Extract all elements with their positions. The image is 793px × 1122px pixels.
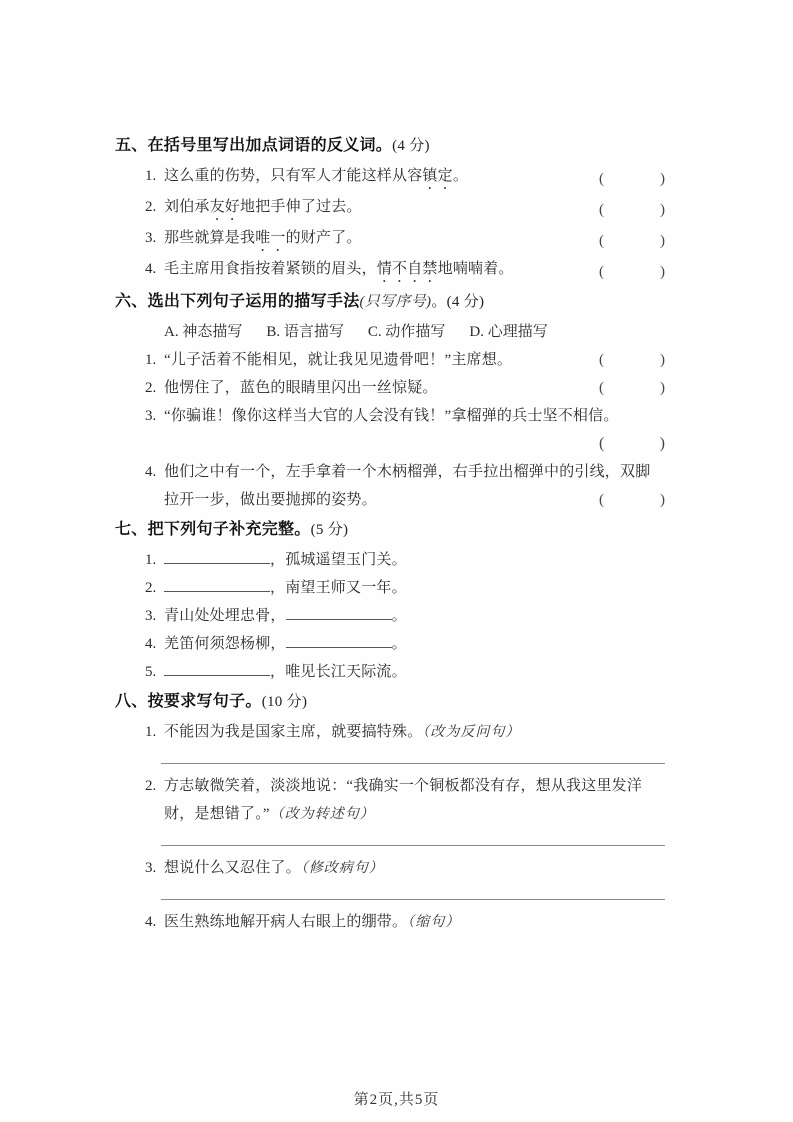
section-score: (5 分)	[310, 522, 349, 538]
answer-line	[161, 845, 665, 846]
question-text-post: ，孤城遥望玉门关。	[270, 552, 407, 568]
answer-parens	[599, 196, 665, 224]
question-text	[164, 608, 407, 624]
question-sentence: 医生熟练地解开病人右眼上的绷带。	[164, 914, 408, 930]
question-text	[164, 168, 468, 184]
question-item	[145, 602, 665, 630]
answer-parens	[599, 430, 665, 458]
choice-option: A. 神态描写	[164, 324, 243, 340]
question-number: 1.	[145, 168, 157, 184]
question-items	[145, 718, 665, 937]
answer-blank	[286, 605, 392, 620]
question-text-post: 的财产了。	[285, 230, 362, 246]
answer-blank	[164, 661, 270, 676]
question-text-pre: 这么重的伤势，只有军人才能这样从容	[164, 168, 423, 184]
question-text: “你骗谁！像你这样当大官的人会没有钱！”拿榴弹的兵士坚不相信。	[164, 408, 619, 424]
question-sentence: 不能因为我是国家主席，就要搞特殊。	[164, 724, 423, 740]
question-text-pre: 青山处处埋忠骨，	[164, 608, 286, 624]
answer-blank	[286, 633, 392, 648]
question-items	[145, 346, 665, 514]
question-text	[164, 199, 362, 215]
choice-options-row	[164, 318, 665, 346]
question-item	[145, 574, 665, 602]
question-text-pre: 毛主席用食指按着紧锁的眉头，	[164, 261, 377, 277]
section-title-text: 八、按要求写句子。	[115, 693, 262, 710]
answer-blank	[164, 577, 270, 592]
question-item	[145, 772, 665, 846]
question-text-post: 。	[391, 608, 407, 624]
section-title-text: 七、把下列句子补充完整。	[115, 521, 311, 538]
answer-line	[161, 899, 665, 900]
answer-blank	[164, 549, 270, 564]
question-text: “儿子活着不能相见，就让我见见遗骨吧！”主席想。	[164, 352, 513, 368]
paren-close: )	[660, 202, 665, 218]
answer-line	[161, 763, 665, 764]
answer-parens	[599, 227, 665, 255]
question-text	[164, 724, 520, 740]
page-footer: 第2页,共5页	[353, 1092, 440, 1108]
question-section	[115, 135, 665, 286]
question-number: 4.	[145, 914, 157, 930]
question-text-pre: 那些就算是我	[164, 230, 256, 246]
rewrite-note: （改为反问句）	[422, 725, 521, 740]
question-text	[164, 636, 407, 652]
paren-open: (	[599, 233, 604, 249]
question-text-post: 。	[391, 636, 407, 652]
section-title-text: 六、选出下列句子运用的描写手法	[115, 293, 360, 310]
question-text-post: 。	[452, 168, 469, 184]
sections	[115, 135, 665, 942]
paren-open: (	[599, 492, 604, 508]
question-item	[145, 346, 665, 374]
question-text	[164, 914, 460, 930]
emphasized-word: 友好	[209, 199, 241, 215]
question-number: 5.	[145, 664, 157, 680]
section-score: 。(4 分)	[431, 294, 485, 310]
question-number: 4.	[145, 261, 157, 277]
question-text	[164, 778, 642, 822]
question-text	[164, 230, 362, 246]
emphasized-word: 情不自禁	[376, 261, 438, 277]
question-item	[145, 546, 665, 574]
question-text-post: 地把手伸了过去。	[240, 199, 362, 215]
section-title	[115, 135, 665, 157]
rewrite-note: （改为转述句）	[269, 807, 375, 822]
section-title-text: 五、在括号里写出加点词语的反义词。	[115, 137, 393, 154]
emphasized-word: 镇定	[422, 168, 453, 184]
question-number: 2.	[145, 580, 157, 596]
question-item	[145, 458, 665, 514]
paren-close: )	[660, 233, 665, 249]
question-text: 他愣住了，蓝色的眼睛里闪出一丝惊疑。	[164, 380, 438, 396]
paren-close: )	[660, 171, 665, 187]
question-number: 2.	[145, 380, 157, 396]
question-number: 4.	[145, 464, 157, 480]
section-score: (10 分)	[261, 694, 308, 710]
question-number: 1.	[145, 724, 157, 740]
question-items	[145, 162, 665, 286]
section-title-note: (只写序号)	[359, 294, 432, 310]
question-text	[164, 552, 407, 568]
question-section	[115, 291, 665, 514]
question-item	[145, 630, 665, 658]
answer-parens-row	[145, 430, 665, 458]
paren-open: (	[599, 435, 605, 452]
question-text: 他们之中有一个，左手拿着一个木柄榴弹，右手拉出榴弹中的引线，双脚拉开一步，做出要抛掷的姿势。	[164, 464, 651, 508]
question-items	[145, 546, 665, 686]
question-number: 1.	[145, 352, 157, 368]
paren-open: (	[599, 352, 604, 368]
question-number: 3.	[145, 408, 157, 424]
question-item	[145, 255, 665, 286]
question-sentence: 想说什么又忍住了。	[164, 860, 301, 876]
question-number: 3.	[145, 608, 157, 624]
question-item	[145, 193, 665, 224]
choice-option: D. 心理描写	[469, 324, 548, 340]
paren-open: (	[599, 380, 604, 396]
question-section	[115, 691, 665, 937]
section-title	[115, 519, 665, 541]
question-number: 2.	[145, 199, 157, 215]
question-number: 3.	[145, 860, 157, 876]
question-number: 2.	[145, 778, 157, 794]
section-title	[115, 291, 665, 313]
question-text-post: ，唯见长江天际流。	[270, 664, 407, 680]
question-text-pre: 羌笛何须怨杨柳，	[164, 636, 286, 652]
paren-close: )	[660, 380, 665, 396]
question-item	[145, 224, 665, 255]
question-text	[164, 664, 407, 680]
paren-close: )	[660, 264, 665, 280]
answer-parens	[599, 165, 665, 193]
choice-option: B. 语言描写	[266, 324, 344, 340]
rewrite-note: （修改病句）	[300, 861, 384, 876]
paren-close: )	[660, 492, 665, 508]
answer-parens	[599, 346, 665, 374]
question-text-post: 地喃喃着。	[437, 261, 514, 277]
choice-option: C. 动作描写	[367, 324, 446, 340]
question-item	[145, 162, 665, 193]
question-text	[164, 860, 384, 876]
rewrite-note: （缩句）	[407, 915, 461, 930]
paren-open: (	[599, 202, 604, 218]
answer-parens	[599, 258, 665, 286]
section-score: (4 分)	[392, 138, 430, 154]
emphasized-word: 唯一	[255, 230, 286, 246]
question-item	[145, 374, 665, 402]
question-number: 4.	[145, 636, 157, 652]
question-item	[145, 854, 665, 900]
question-section	[115, 519, 665, 686]
answer-parens	[599, 374, 665, 402]
question-item	[145, 658, 665, 686]
paren-close: )	[659, 435, 665, 452]
question-item	[145, 402, 665, 430]
question-item	[145, 908, 665, 937]
question-sentence: 方志敏微笑着，淡淡地说：“我确实一个铜板都没有存，想从我这里发洋财，是想错了。”	[164, 778, 643, 822]
question-item	[145, 718, 665, 764]
paren-close: )	[660, 352, 665, 368]
question-number: 1.	[145, 552, 157, 568]
question-text-pre: 刘伯承	[164, 199, 210, 215]
paren-open: (	[599, 171, 604, 187]
question-text	[164, 580, 407, 596]
paren-open: (	[599, 264, 604, 280]
question-text	[164, 261, 514, 277]
answer-parens	[599, 486, 665, 514]
question-text-post: ，南望王师又一年。	[270, 580, 407, 596]
question-number: 3.	[145, 230, 157, 246]
section-title	[115, 691, 665, 713]
